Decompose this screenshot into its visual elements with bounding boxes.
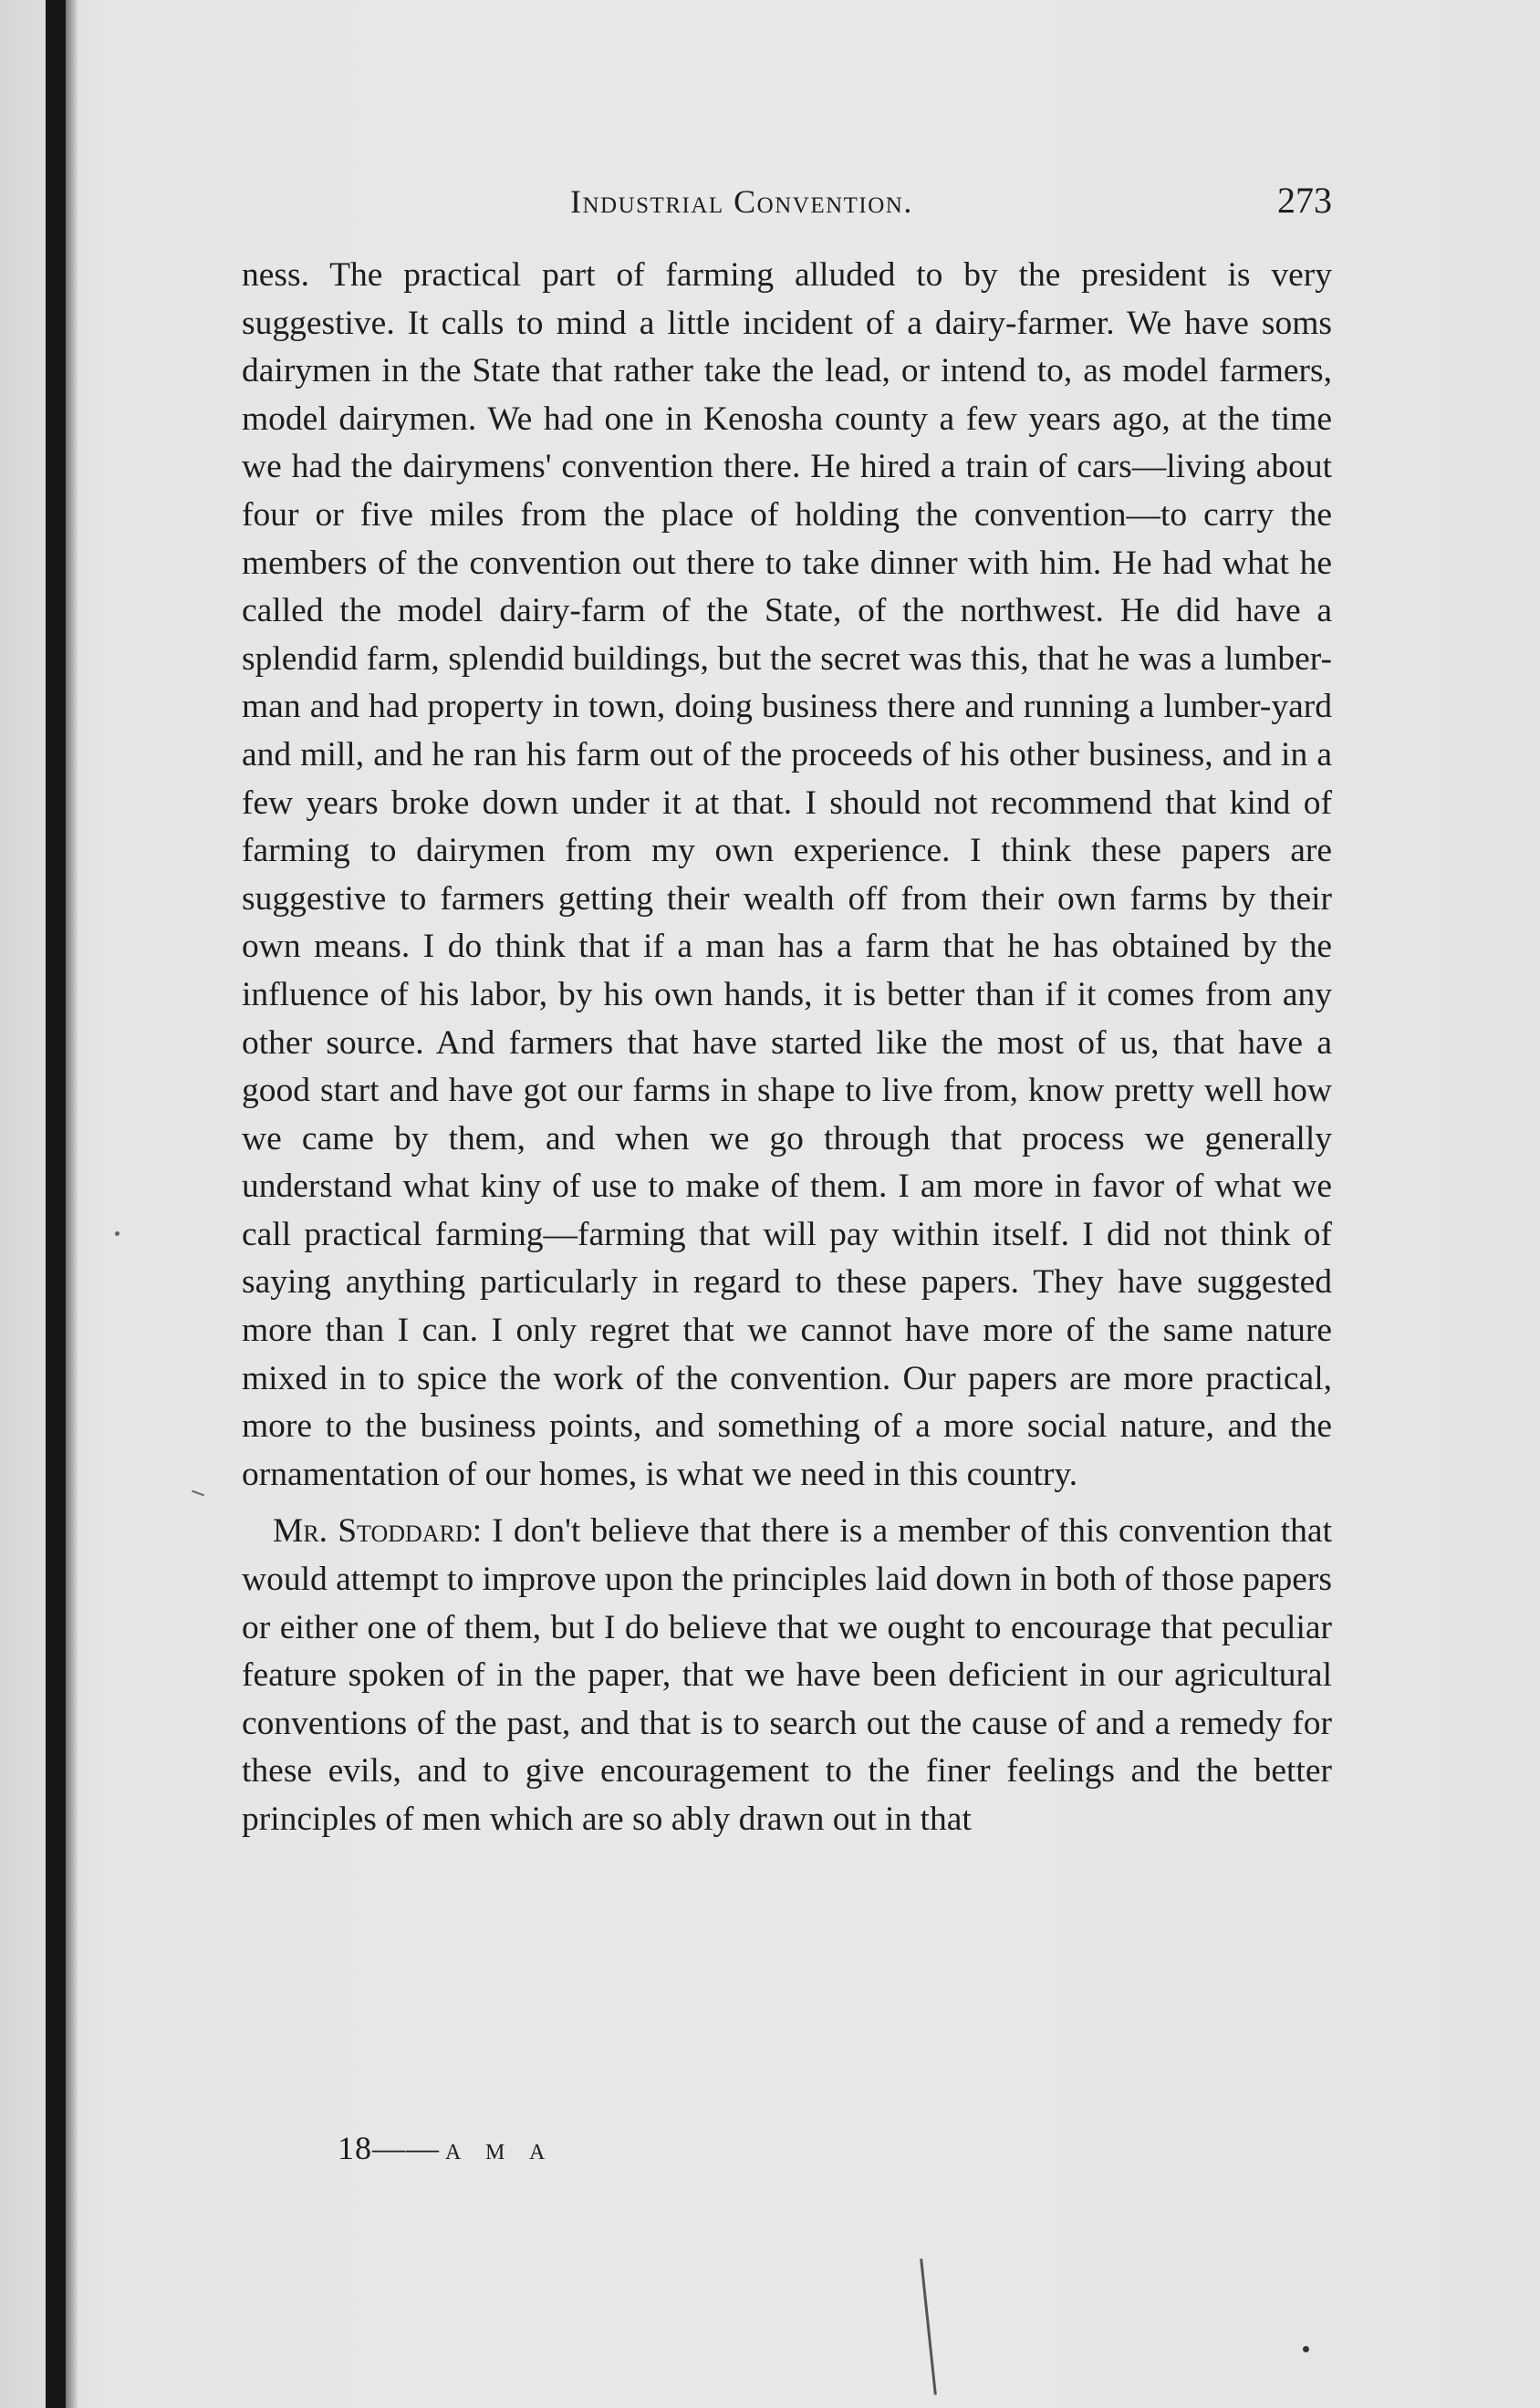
scan-speck [115,1231,120,1236]
scan-speck [192,1490,204,1497]
scan-stray-line [920,2258,937,2394]
page-header [242,179,1332,234]
page-number: 273 [1277,180,1332,221]
page-binding-edge [46,0,66,2408]
paragraph-1: ness. The practical part of farming alluded to by the president is very suggestive. It calls to mind a little incident of a dairy-farmer. We have soms dairymen in the State that rather take the lead, or intend to, as model farmers, model dairymen. We had one in Kenosha county a few years ago, at the time we had the dairymens' convention there. He hired a train of cars—living about four or five miles from the place of holding the convention—to carry the members of the convention out there to take dinner with him. He had what he called the model dairy-farm of the State, of the northwest. He did have a splendid farm, splendid buildings, but the secret was this, that he was a lumber-man and had property in town, doing business there and running a lumber-yard and mill, and he ran his farm out of the proceeds of his other business, and in a few years broke down under it at that. I should not recommend that kind of farming to dairymen from my own experience. I think these papers are suggestive to farmers getting their wealth off from their own farms by their own means. I do think that if a man has a farm that he has obtained by the influence of his labor, by his own hands, it is better than if it comes from any other source. And farmers that have started like the most of us, that have a good start and have got our farms in shape to live from, know pretty well how we came by them, and when we go through that process we generally understand what kiny of use to make of them. I am more in favor of what we call practical farming—farming that will pay within itself. I did not think of saying anything particularly in regard to these papers. They have suggested more than I can. I only regret that we cannot have more of the same nature mixed in to spice the work of the convention. Our papers are more practical, more to the business points, and something of a more social nature, and the ornamentation of our homes, is what we need in this country. [242,256,1332,1493]
signature-mark [338,2129,555,2167]
scan-speck [1303,2346,1309,2352]
binding-shadow [66,0,78,2408]
speaker-name: Mr. Stoddard: [273,1512,483,1551]
signature-number: 18—— [338,2130,440,2166]
running-title: Industrial Convention. [570,183,913,220]
body-text [242,252,1332,1844]
signature-letters: A M A [445,2141,556,2164]
paragraph-2 [242,1508,1332,1843]
paragraph-2-text: I don't believe that there is a member of this convention that would attempt to improve upon the principles laid down in both of those papers or either one of them, but I do believe that we ought to encourage that peculiar feature spoken of in the paper, that we have been deficient in our agricultural conventions of the past, and that is to search out the cause of and a remedy for these evils, and to give encouragement to the finer feelings and the better principles of men which are so ably drawn out in that [242,1512,1332,1838]
